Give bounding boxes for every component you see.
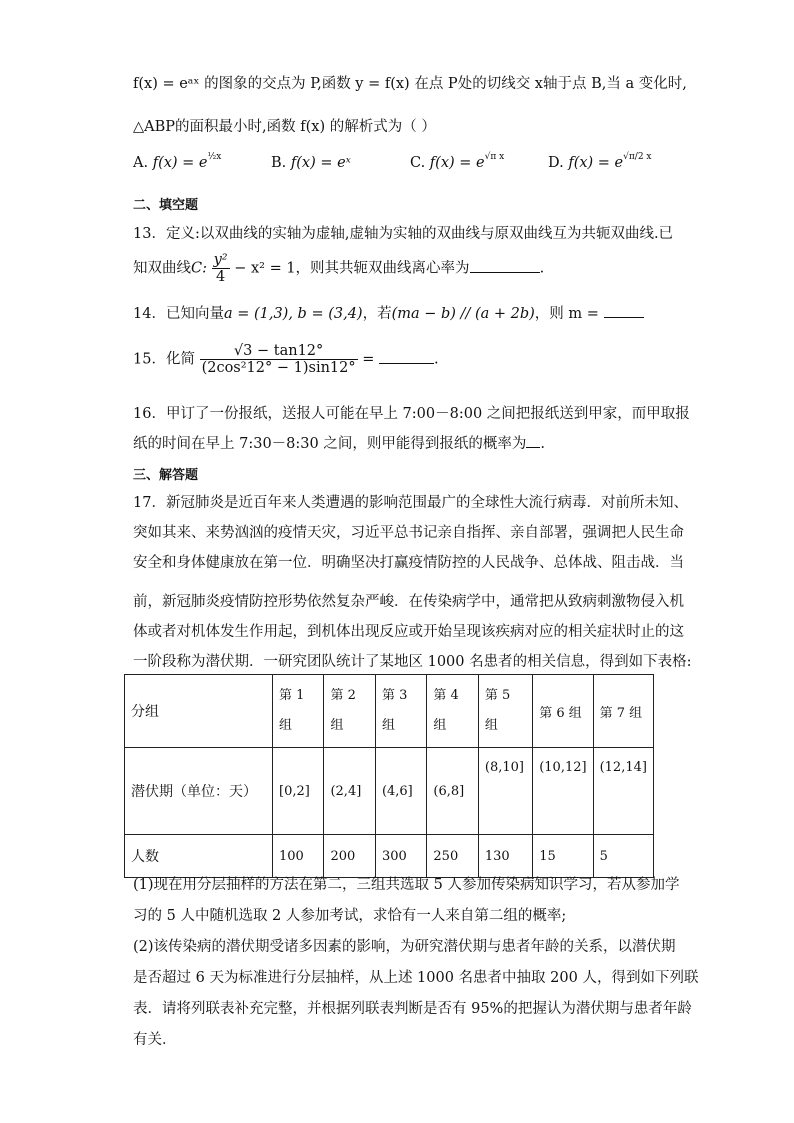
table-cell: (2,4] (324, 748, 375, 835)
q13-line-1: 13．定义:以双曲线的实轴为虚轴,虚轴为实轴的双曲线与原双曲线互为共轭双曲线.已 (133, 226, 674, 242)
q13-answer-blank[interactable] (470, 258, 540, 273)
table-cell: 潜伏期（单位：天） (125, 748, 273, 835)
q17-line-1: 17．新冠肺炎是近百年来人类遭遇的影响范围最广的全球性大流行病毒．对前所未知、 (133, 495, 688, 511)
section-heading-fill-blank: 二、填空题 (133, 198, 199, 213)
q12-choice-b[interactable]: B. f(x) = eˣ (271, 155, 351, 171)
table-cell: 第 2 组 (324, 675, 375, 748)
q15-line: 15．化简 $\frac{√3 - \tan 12^\circ}{\text{(2cos²12° − 1)sin12°}}$ = . (133, 343, 439, 376)
table-row-header (125, 675, 654, 748)
q13-line-2: 知双曲线C: $\frac{\text{y²}}{4}$ − x² = 1，则其共轭双曲线离心率为 . (133, 252, 545, 285)
table-cell: 分组 (125, 675, 273, 748)
table-cell: 250 (427, 835, 478, 878)
q14-answer-blank[interactable] (604, 303, 644, 318)
q17-line-6: 一阶段称为潜伏期．一研究团队统计了某地区 1000 名患者的相关信息，得到如下表格: (133, 654, 692, 670)
table-cell: 100 (273, 835, 324, 878)
q12-choice-a[interactable]: A. $f(x) = e^{\frac{1}{2}x}$ (133, 152, 222, 171)
q14-line: 14．已知向量a = (1,3), b = (3,4)，若(ma − b) // (a + 2b)，则 m = (133, 302, 644, 323)
q16-line-2: 纸的时间在早上 7:30－8:30 之间，则甲能得到报纸的概率为 . (133, 432, 545, 453)
table-cell: 第 3 组 (375, 675, 426, 748)
q12-line-2: △ABP的面积最小时,函数 f(x) 的解析式为（ ） (133, 119, 436, 135)
table-cell: (6,8] (427, 748, 478, 835)
q17-part2-line-1: (2)该传染病的潜伏期受诸多因素的影响，为研究潜伏期与患者年龄的关系，以潜伏期 (133, 939, 676, 955)
table-cell: [0,2] (273, 748, 324, 835)
table-cell: 15 (533, 835, 593, 878)
incubation-table (124, 674, 654, 878)
q17-line-2: 突如其来、来势汹汹的疫情天灾，习近平总书记亲自指挥、亲自部署，强调把人民生命 (133, 525, 684, 541)
q17-part1-line-1: (1)现在用分层抽样的方法在第二，三组共选取 5 人参加传染病知识学习，若从参加学 (133, 877, 680, 893)
q16-answer-blank[interactable] (526, 433, 540, 448)
table-cell: (8,10] (478, 748, 532, 835)
q17-part2-line-3: 表．请将列联表补充完整，并根据列联表判断是否有 95%的把握认为潜伏期与患者年龄 (133, 1001, 692, 1017)
table-cell: (10,12] (533, 748, 593, 835)
table-cell: (12,14] (593, 748, 653, 835)
table-cell: 200 (324, 835, 375, 878)
table-cell: 5 (593, 835, 653, 878)
table-row-count (125, 835, 654, 878)
table-cell: 第 4 组 (427, 675, 478, 748)
table-cell: 人数 (125, 835, 273, 878)
q17-line-5: 体或者对机体发生作用起，到机体出现反应或开始呈现该疾病对应的相关症状时止的这 (133, 624, 684, 640)
q16-line-1: 16．甲订了一份报纸，送报人可能在早上 7:00－8:00 之间把报纸送到甲家，而甲取报 (133, 406, 690, 422)
table-cell: (4,6] (375, 748, 426, 835)
table-row-period (125, 748, 654, 835)
q17-part2-line-2: 是否超过 6 天为标准进行分层抽样，从上述 1000 名患者中抽取 200 人，得到如下列联 (133, 970, 699, 986)
q17-line-3: 安全和身体健康放在第一位．明确坚决打赢疫情防控的人民战争、总体战、阻击战．当 (133, 555, 684, 571)
table-cell: 第 7 组 (593, 675, 653, 748)
q17-line-4: 前，新冠肺炎疫情防控形势依然复杂严峻．在传染病学中，通常把从致病刺激物侵入机 (133, 594, 684, 610)
table-cell: 第 1 组 (273, 675, 324, 748)
q12-choice-c[interactable]: C. $f(x) = e^{√\pi x}$ (410, 152, 505, 171)
q17-part1-line-2: 习的 5 人中随机选取 2 人参加考试，求恰有一人来自第二组的概率; (133, 908, 567, 924)
table-cell: 300 (375, 835, 426, 878)
q13-fraction: $\frac{\text{y²}}{4}$ (213, 252, 228, 285)
q12-choice-d[interactable]: D. $f(x) = e^{√\pi/2 x}$ (548, 152, 652, 171)
section-heading-solutions: 三、解答题 (133, 468, 199, 483)
q17-part2-line-4: 有关． (133, 1032, 177, 1048)
table-cell: 第 5 组 (478, 675, 532, 748)
q15-answer-blank[interactable] (379, 349, 434, 364)
q12-line-1: f(x) = eᵃˣ 的图象的交点为 P,函数 y = f(x) 在点 P处的切线交 x轴于点 B,当 a 变化时, (133, 76, 687, 92)
table-cell: 第 6 组 (533, 675, 593, 748)
table-cell: 130 (478, 835, 532, 878)
q15-fraction: $\frac{√3 - \tan 12^\circ}{\text{(2cos²12° − 1)sin12°}}$ (201, 343, 356, 376)
